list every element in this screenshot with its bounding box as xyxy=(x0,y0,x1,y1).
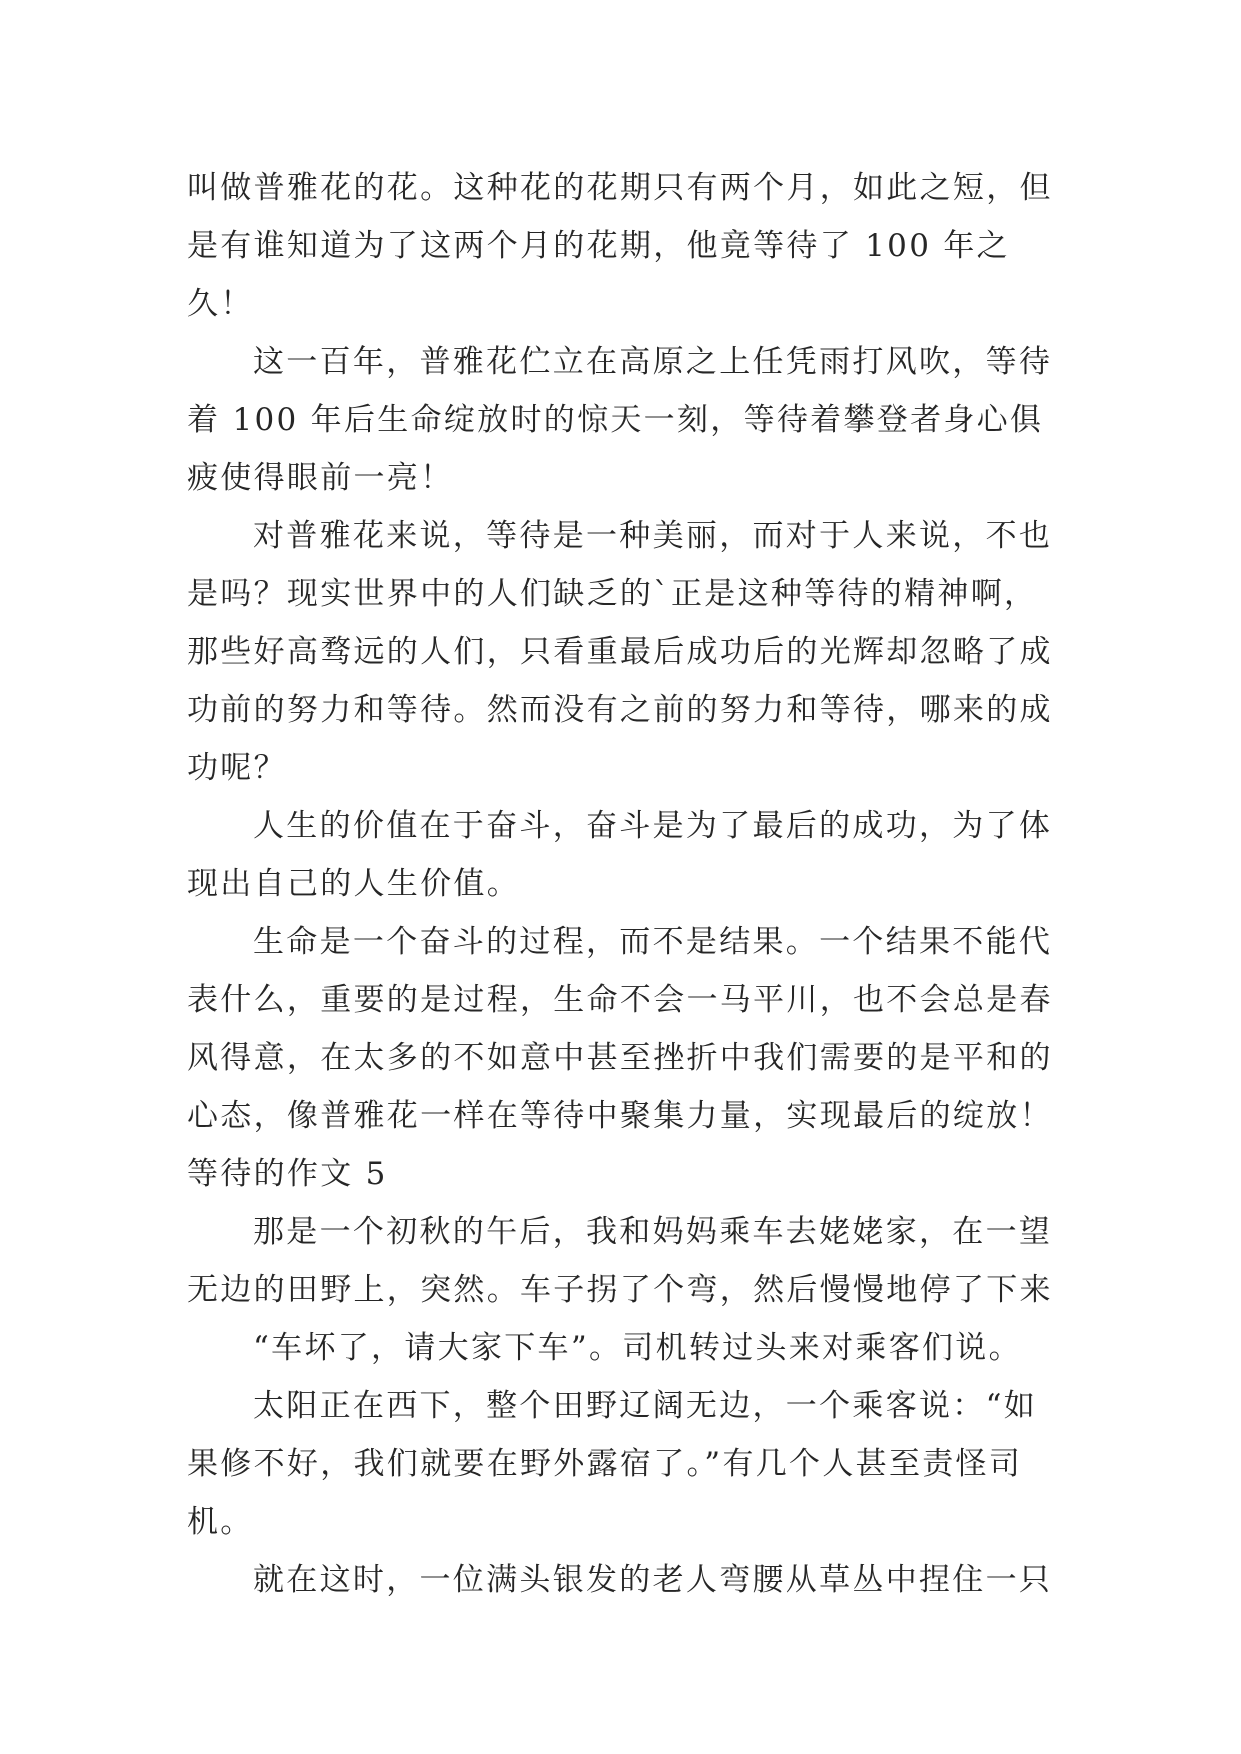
paragraph: 叫做普雅花的花。这种花的花期只有两个月，如此之短，但是有谁知道为了这两个月的花期，他竟等待了 100 年之久！ xyxy=(187,170,1053,322)
paragraph: 对普雅花来说，等待是一种美丽，而对于人来说，不也是吗？现实世界中的人们缺乏的`正是这种等待的精神啊，那些好高骛远的人们，只看重最后成功后的光辉却忽略了成功前的努力和等待。然而没有之前的努力和等待，哪来的成功呢？ xyxy=(187,518,1053,786)
paragraph: 生命是一个奋斗的过程，而不是结果。一个结果不能代表什么，重要的是过程，生命不会一马平川，也不会总是春风得意，在太多的不如意中甚至挫折中我们需要的是平和的心态，像普雅花一样在等待中聚集力量，实现最后的绽放！ xyxy=(187,924,1053,1134)
section-heading: 等待的作文 5 xyxy=(187,1156,388,1192)
paragraph: 这一百年，普雅花伫立在高原之上任凭雨打风吹，等待着 100 年后生命绽放时的惊天一刻，等待着攀登者身心俱疲使得眼前一亮！ xyxy=(187,344,1053,496)
paragraph: 就在这时，一位满头银发的老人弯腰从草丛中捏住一只 xyxy=(253,1562,1053,1598)
paragraph: “车坏了，请大家下车”。司机转过头来对乘客们说。 xyxy=(253,1330,1022,1366)
paragraph: 人生的价值在于奋斗，奋斗是为了最后的成功，为了体现出自己的人生价值。 xyxy=(187,808,1053,902)
document-page xyxy=(187,159,1055,1609)
paragraph: 太阳正在西下，整个田野辽阔无边，一个乘客说：“如果修不好，我们就要在野外露宿了。”有几个人甚至责怪司机。 xyxy=(187,1388,1038,1540)
paragraph: 那是一个初秋的午后，我和妈妈乘车去姥姥家，在一望无边的田野上，突然。车子拐了个弯，然后慢慢地停了下来 xyxy=(187,1214,1053,1308)
